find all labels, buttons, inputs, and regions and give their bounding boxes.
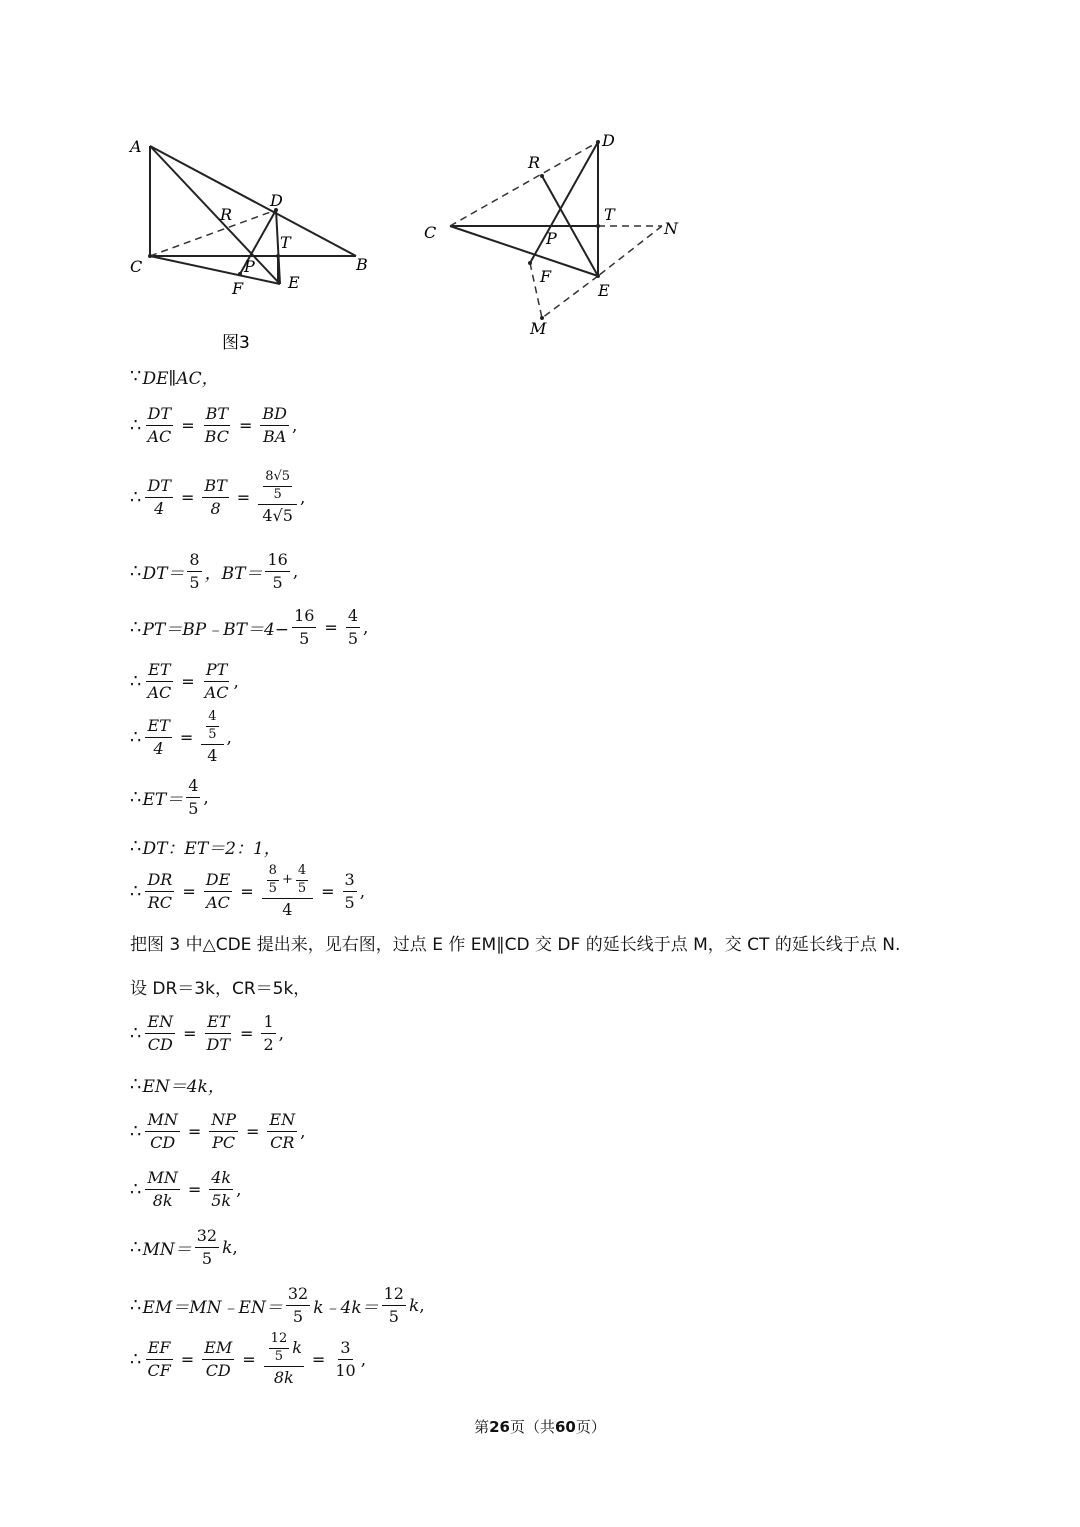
page-number: 26 (489, 1418, 510, 1436)
proof-line-6: ∴ $\frac{ET}{AC}$ = $\frac{PT}{AC}$ , (130, 660, 239, 702)
label-R: R (528, 153, 541, 172)
proof-line-13: ∴ $\frac{EN}{CD}$ = $\frac{ET}{DT}$ = $\frac{1}{2}$ , (130, 1012, 285, 1054)
label-P: P (244, 257, 255, 276)
proof-line-12: 设 DR＝3k，CR＝5k， (130, 979, 311, 999)
label-T: T (280, 233, 291, 252)
proof-line-5: ∴ PT＝BP﹣BT＝4− $\frac{16}{5}$ = $\frac{4}{5}$ , (130, 606, 369, 648)
label-E: E (288, 273, 300, 292)
proof-line-7: ∴ $\frac{ET}{4}$ = $\frac{\frac{4}{5}}{4}$ , (130, 709, 232, 765)
proof-line-8: ∴ ET＝ $\frac{4}{5}$ , (130, 776, 209, 818)
proof-line-10: ∴ $\frac{DR}{RC}$ = $\frac{DE}{AC}$ = $\frac{8}{5}$ + $\frac{4}{5}$ 4 = $\frac{3}{5}$ , (130, 863, 366, 919)
label-D: D (270, 191, 283, 210)
label-E: E (598, 281, 610, 300)
label-F: F (232, 279, 244, 298)
figure-3-right (420, 128, 690, 343)
label-P: P (546, 229, 557, 248)
figure-caption: 图3 (222, 333, 250, 353)
label-T: T (604, 205, 615, 224)
proof-line-9: ∴ DT：ET＝2：1， (130, 836, 281, 859)
page-footer: 第26页（共60页） (474, 1418, 606, 1436)
proof-line-17: ∴ MN＝ $\frac{32}{5}$ k , (130, 1226, 238, 1268)
label-C: C (130, 257, 143, 276)
proof-line-16: ∴ $\frac{MN}{8k}$ = $\frac{4k}{5k}$ , (130, 1168, 242, 1210)
proof-line-2: ∴ $\frac{DT}{AC}$ = $\frac{BT}{BC}$ = $\frac{BD}{BA}$ , (130, 404, 298, 446)
proof-line-4: ∴ DT＝ $\frac{8}{5}$ ，BT＝ $\frac{16}{5}$ , (130, 550, 299, 592)
label-A: A (130, 137, 142, 156)
label-F: F (540, 267, 552, 286)
proof-line-18: ∴ EM＝MN﹣EN＝ $\frac{32}{5}$ k﹣4k＝ $\frac{12}{5}$ k , (130, 1284, 425, 1326)
label-D: D (602, 131, 615, 150)
label-R: R (220, 205, 233, 224)
label-M: M (530, 319, 547, 338)
page-total: 60 (555, 1418, 576, 1436)
proof-line-11: 把图 3 中△CDE 提出来，见右图，过点 E 作 EM∥CD 交 DF 的延长线于点 M，交 CT 的延长线于点 N. (130, 935, 901, 955)
proof-line-3: ∴ $\frac{DT}{4}$ = $\frac{BT}{8}$ = $\frac{\frac{8√5}{5}}{4√5}$ , (130, 469, 306, 525)
proof-line-1: ∵ DE∥AC， (130, 366, 219, 389)
label-N: N (664, 219, 678, 238)
proof-line-14: ∴ EN＝4k， (130, 1074, 225, 1097)
proof-line-15: ∴ $\frac{MN}{CD}$ = $\frac{NP}{PC}$ = $\frac{EN}{CR}$ , (130, 1110, 306, 1152)
proof-line-19: ∴ $\frac{EF}{CF}$ = $\frac{EM}{CD}$ = $\frac{12}{5}$ k 8k = $\frac{3}{10}$ , (130, 1331, 367, 1387)
label-B: B (356, 255, 368, 274)
label-C: C (424, 223, 437, 242)
figure-3-left (122, 128, 392, 358)
